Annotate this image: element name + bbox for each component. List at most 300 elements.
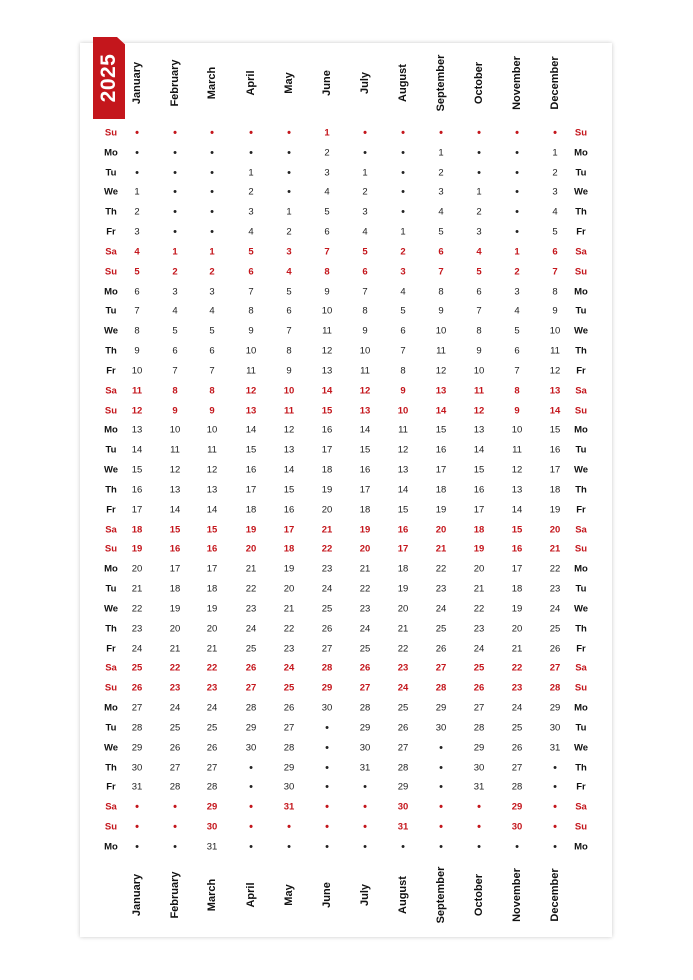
day-cell: 18 — [283, 543, 295, 555]
day-cell: 15 — [549, 424, 561, 436]
day-cell: 27 — [131, 702, 143, 714]
day-cell: 9 — [476, 345, 482, 357]
weekday-label-right: Sa — [575, 246, 587, 258]
day-cell: 24 — [435, 603, 447, 615]
day-cell: 28 — [169, 781, 181, 793]
day-cell: 5 — [514, 325, 520, 337]
day-cell: 1 — [514, 246, 520, 258]
day-cell: 17 — [397, 543, 409, 555]
day-cell: 5 — [362, 246, 368, 258]
day-cell: 22 — [397, 643, 409, 655]
day-cell: 5 — [324, 206, 330, 218]
month-header-bottom: September — [435, 866, 447, 924]
empty-day-marker: • — [439, 840, 443, 853]
month-header-bottom: October — [473, 873, 485, 917]
day-cell: 1 — [286, 206, 292, 218]
day-cell: 4 — [552, 206, 558, 218]
empty-day-marker: • — [477, 840, 481, 853]
day-cell: 19 — [321, 484, 333, 496]
day-cell: 17 — [321, 444, 333, 456]
day-cell: 22 — [473, 603, 485, 615]
month-header-top: November — [511, 56, 523, 110]
empty-day-marker: • — [210, 206, 214, 219]
day-cell: 11 — [131, 385, 143, 397]
day-cell: 11 — [170, 444, 180, 456]
day-cell: 24 — [511, 702, 523, 714]
day-cell: 26 — [206, 742, 218, 754]
month-header-top: June — [321, 70, 333, 96]
day-cell: 17 — [283, 524, 295, 536]
month-header-bottom: July — [359, 883, 371, 907]
day-cell: 9 — [248, 325, 254, 337]
day-cell: 10 — [283, 385, 295, 397]
day-cell: 23 — [206, 682, 218, 694]
day-cell: 3 — [324, 167, 330, 179]
day-cell: 26 — [435, 643, 447, 655]
weekday-label-right: Su — [574, 821, 588, 833]
weekday-label-left: Mo — [104, 147, 118, 159]
day-cell: 8 — [134, 325, 140, 337]
weekday-label-left: We — [103, 186, 119, 198]
weekday-label-right: Th — [575, 762, 587, 774]
day-cell: 18 — [169, 583, 181, 595]
empty-day-marker: • — [401, 127, 405, 139]
day-cell: 13 — [473, 424, 485, 436]
day-cell: 31 — [283, 801, 295, 813]
day-cell: 18 — [511, 583, 523, 595]
day-cell: 16 — [549, 444, 561, 456]
day-cell: 23 — [131, 623, 143, 635]
day-cell: 6 — [134, 286, 140, 298]
day-cell: 8 — [438, 286, 444, 298]
day-cell: 28 — [206, 781, 218, 793]
day-cell: 3 — [552, 186, 558, 198]
empty-day-marker: • — [173, 127, 177, 139]
day-cell: 29 — [245, 722, 257, 734]
day-cell: 7 — [514, 365, 520, 377]
month-header-bottom: June — [321, 882, 333, 908]
day-cell: 27 — [206, 762, 218, 774]
day-cell: 10 — [435, 325, 447, 337]
day-cell: 1 — [362, 167, 368, 179]
weekday-label-left: Su — [104, 405, 118, 417]
weekday-label-right: Fr — [576, 643, 586, 655]
day-cell: 17 — [359, 484, 371, 496]
day-cell: 3 — [438, 186, 444, 198]
day-cell: 21 — [435, 543, 447, 555]
empty-day-marker: • — [439, 801, 443, 814]
day-cell: 7 — [134, 305, 140, 317]
day-cell: 3 — [172, 286, 178, 298]
day-cell: 19 — [511, 603, 523, 615]
weekday-label-right: We — [573, 464, 589, 476]
day-cell: 18 — [321, 464, 333, 476]
year-label: 2025 — [97, 53, 120, 103]
weekday-label-left: Tu — [105, 444, 117, 456]
month-header-bottom: May — [283, 884, 295, 906]
day-cell: 15 — [435, 424, 447, 436]
day-cell: 15 — [169, 524, 181, 536]
day-cell: 4 — [248, 226, 254, 238]
weekday-label-left: Su — [104, 543, 118, 555]
day-cell: 10 — [511, 424, 523, 436]
empty-day-marker: • — [135, 146, 139, 159]
day-cell: 19 — [245, 524, 257, 536]
weekday-label-left: Fr — [106, 643, 116, 655]
empty-day-marker: • — [515, 166, 519, 179]
day-cell: 15 — [359, 444, 371, 456]
day-cell: 16 — [206, 543, 218, 555]
weekday-label-left: Th — [105, 484, 117, 496]
day-cell: 21 — [206, 643, 218, 655]
day-cell: 23 — [473, 623, 485, 635]
weekday-label-left: Tu — [105, 305, 117, 317]
empty-day-marker: • — [287, 821, 291, 834]
day-cell: 13 — [131, 424, 143, 436]
day-cell: 20 — [321, 504, 333, 516]
day-cell: 18 — [435, 484, 447, 496]
day-cell: 18 — [206, 583, 218, 595]
day-cell: 21 — [321, 524, 333, 536]
day-cell: 26 — [321, 623, 333, 635]
day-cell: 14 — [283, 464, 295, 476]
empty-day-marker: • — [401, 206, 405, 219]
weekday-label-right: Th — [575, 484, 587, 496]
day-cell: 6 — [248, 266, 254, 278]
day-cell: 16 — [359, 464, 371, 476]
day-cell: 24 — [359, 623, 371, 635]
weekday-label-right: Su — [574, 543, 588, 555]
day-cell: 11 — [360, 365, 370, 377]
weekday-label-left: Tu — [105, 583, 117, 595]
empty-day-marker: • — [363, 840, 367, 853]
day-cell: 21 — [131, 583, 143, 595]
day-cell: 7 — [362, 286, 368, 298]
empty-day-marker: • — [401, 166, 405, 179]
empty-day-marker: • — [553, 781, 557, 794]
day-cell: 23 — [435, 583, 447, 595]
day-cell: 7 — [172, 365, 178, 377]
day-cell: 19 — [283, 563, 295, 575]
day-cell: 16 — [511, 543, 523, 555]
day-cell: 16 — [397, 524, 409, 536]
month-header-top: December — [549, 56, 561, 110]
weekday-label-right: We — [573, 186, 589, 198]
empty-day-marker: • — [363, 821, 367, 834]
day-cell: 7 — [248, 286, 254, 298]
day-cell: 17 — [169, 563, 181, 575]
day-cell: 1 — [248, 167, 254, 179]
day-cell: 7 — [438, 266, 444, 278]
day-cell: 26 — [169, 742, 181, 754]
day-cell: 18 — [131, 524, 143, 536]
day-cell: 30 — [549, 722, 561, 734]
weekday-label-right: Tu — [575, 722, 587, 734]
day-cell: 22 — [169, 662, 181, 674]
day-cell: 15 — [397, 504, 409, 516]
day-cell: 21 — [245, 563, 257, 575]
day-cell: 2 — [552, 167, 558, 179]
day-cell: 29 — [206, 801, 218, 813]
weekday-label-right: Tu — [575, 583, 587, 595]
day-cell: 11 — [512, 444, 522, 456]
empty-day-marker: • — [249, 801, 253, 814]
day-cell: 30 — [473, 762, 485, 774]
day-cell: 22 — [283, 623, 295, 635]
day-cell: 22 — [321, 543, 333, 555]
day-cell: 14 — [131, 444, 143, 456]
day-cell: 10 — [169, 424, 181, 436]
day-cell: 20 — [435, 524, 447, 536]
day-cell: 8 — [286, 345, 292, 357]
month-header-bottom: March — [206, 878, 218, 912]
day-cell: 9 — [134, 345, 140, 357]
weekday-label-left: We — [103, 464, 119, 476]
day-cell: 2 — [514, 266, 520, 278]
empty-day-marker: • — [173, 206, 177, 219]
day-cell: 19 — [435, 504, 447, 516]
day-cell: 31 — [397, 821, 409, 833]
day-cell: 11 — [398, 424, 408, 436]
day-cell: 8 — [248, 305, 254, 317]
day-cell: 9 — [209, 405, 215, 417]
day-cell: 18 — [473, 524, 485, 536]
day-cell: 7 — [476, 305, 482, 317]
day-cell: 5 — [172, 325, 178, 337]
day-cell: 26 — [283, 702, 295, 714]
day-cell: 4 — [324, 186, 330, 198]
day-cell: 29 — [283, 762, 295, 774]
day-cell: 8 — [324, 266, 330, 278]
day-cell: 17 — [131, 504, 143, 516]
day-cell: 28 — [511, 781, 523, 793]
day-cell: 17 — [511, 563, 523, 575]
day-cell: 16 — [169, 543, 181, 555]
empty-day-marker: • — [439, 741, 443, 754]
day-cell: 5 — [286, 286, 292, 298]
day-cell: 15 — [245, 444, 257, 456]
day-cell: 27 — [397, 742, 409, 754]
day-cell: 15 — [511, 524, 523, 536]
day-cell: 14 — [549, 405, 561, 417]
empty-day-marker: • — [287, 127, 291, 139]
day-cell: 27 — [511, 762, 523, 774]
day-cell: 22 — [359, 583, 371, 595]
day-cell: 29 — [473, 742, 485, 754]
day-cell: 29 — [131, 742, 143, 754]
day-cell: 24 — [473, 643, 485, 655]
day-cell: 4 — [476, 246, 482, 258]
day-cell: 26 — [397, 722, 409, 734]
day-cell: 30 — [321, 702, 333, 714]
day-cell: 10 — [321, 305, 333, 317]
day-cell: 23 — [511, 682, 523, 694]
day-cell: 14 — [206, 504, 218, 516]
day-cell: 24 — [283, 662, 295, 674]
empty-day-marker: • — [515, 186, 519, 199]
empty-day-marker: • — [249, 761, 253, 774]
day-cell: 3 — [248, 206, 254, 218]
weekday-label-left: Sa — [105, 801, 117, 813]
weekday-label-left: Fr — [106, 226, 116, 238]
day-cell: 13 — [397, 464, 409, 476]
day-cell: 29 — [397, 781, 409, 793]
day-cell: 9 — [514, 405, 520, 417]
weekday-label-left: We — [103, 325, 119, 337]
day-cell: 9 — [552, 305, 558, 317]
day-cell: 28 — [435, 682, 447, 694]
day-cell: 28 — [397, 762, 409, 774]
empty-day-marker: • — [210, 166, 214, 179]
day-cell: 25 — [359, 643, 371, 655]
day-cell: 2 — [286, 226, 292, 238]
day-cell: 11 — [473, 385, 485, 397]
day-cell: 12 — [169, 464, 181, 476]
month-header-bottom: January — [131, 873, 143, 917]
empty-day-marker: • — [477, 801, 481, 814]
empty-day-marker: • — [515, 206, 519, 219]
day-cell: 3 — [476, 226, 482, 238]
day-cell: 12 — [321, 345, 333, 357]
empty-day-marker: • — [173, 801, 177, 814]
day-cell: 16 — [473, 484, 485, 496]
day-cell: 1 — [552, 147, 558, 159]
day-cell: 20 — [169, 623, 181, 635]
weekday-label-right: Sa — [575, 385, 587, 397]
day-cell: 4 — [514, 305, 520, 317]
day-cell: 31 — [206, 841, 218, 853]
day-cell: 16 — [435, 444, 447, 456]
day-cell: 2 — [438, 167, 444, 179]
day-cell: 23 — [359, 603, 371, 615]
day-cell: 22 — [245, 583, 257, 595]
weekday-label-right: We — [573, 603, 589, 615]
weekday-label-right: Mo — [574, 702, 588, 714]
weekday-label-right: Mo — [574, 841, 588, 853]
month-header-top: January — [131, 61, 143, 105]
day-cell: 30 — [435, 722, 447, 734]
day-cell: 20 — [131, 563, 143, 575]
day-cell: 4 — [172, 305, 178, 317]
day-cell: 30 — [359, 742, 371, 754]
day-cell: 9 — [438, 305, 444, 317]
day-cell: 27 — [435, 662, 447, 674]
day-cell: 20 — [549, 524, 561, 536]
weekday-label-left: Fr — [106, 781, 116, 793]
day-cell: 12 — [359, 385, 371, 397]
empty-day-marker: • — [401, 146, 405, 159]
day-cell: 17 — [206, 563, 218, 575]
empty-day-marker: • — [325, 840, 329, 853]
day-cell: 11 — [246, 365, 256, 377]
day-cell: 16 — [321, 424, 333, 436]
day-cell: 6 — [438, 246, 444, 258]
day-cell: 20 — [283, 583, 295, 595]
empty-day-marker: • — [135, 821, 139, 834]
empty-day-marker: • — [287, 840, 291, 853]
day-cell: 2 — [400, 246, 406, 258]
day-cell: 2 — [134, 206, 140, 218]
day-cell: 23 — [245, 603, 257, 615]
empty-day-marker: • — [287, 146, 291, 159]
month-header-top: April — [245, 70, 257, 96]
empty-day-marker: • — [477, 166, 481, 179]
weekday-label-left: Su — [104, 266, 118, 278]
calendar-sheet — [80, 43, 612, 937]
empty-day-marker: • — [325, 781, 329, 794]
weekday-label-right: Su — [574, 266, 588, 278]
day-cell: 31 — [549, 742, 561, 754]
day-cell: 23 — [397, 662, 409, 674]
day-cell: 9 — [172, 405, 178, 417]
day-cell: 30 — [245, 742, 257, 754]
day-cell: 1 — [134, 186, 140, 198]
day-cell: 10 — [245, 345, 257, 357]
weekday-label-right: Th — [575, 345, 587, 357]
day-cell: 9 — [400, 385, 406, 397]
day-cell: 6 — [400, 325, 406, 337]
day-cell: 22 — [131, 603, 143, 615]
day-cell: 17 — [473, 504, 485, 516]
day-cell: 6 — [514, 345, 520, 357]
day-cell: 21 — [359, 563, 371, 575]
empty-day-marker: • — [401, 840, 405, 853]
day-cell: 17 — [435, 464, 447, 476]
empty-day-marker: • — [553, 127, 557, 139]
day-cell: 19 — [131, 543, 143, 555]
empty-day-marker: • — [401, 186, 405, 199]
empty-day-marker: • — [249, 146, 253, 159]
day-cell: 4 — [362, 226, 368, 238]
day-cell: 11 — [322, 325, 332, 337]
weekday-label-right: Tu — [575, 167, 587, 179]
month-header-top: October — [473, 61, 485, 105]
day-cell: 4 — [209, 305, 215, 317]
month-header-bottom: April — [245, 882, 257, 908]
day-cell: 7 — [286, 325, 292, 337]
weekday-label-left: Sa — [105, 662, 117, 674]
day-cell: 18 — [245, 504, 257, 516]
day-cell: 19 — [359, 524, 371, 536]
weekday-label-right: Fr — [576, 226, 586, 238]
day-cell: 13 — [245, 405, 257, 417]
day-cell: 12 — [511, 464, 523, 476]
day-cell: 27 — [359, 682, 371, 694]
day-cell: 7 — [324, 246, 330, 258]
day-cell: 31 — [131, 781, 143, 793]
day-cell: 8 — [552, 286, 558, 298]
empty-day-marker: • — [477, 821, 481, 834]
day-cell: 12 — [397, 444, 409, 456]
day-cell: 13 — [321, 365, 333, 377]
day-cell: 13 — [359, 405, 371, 417]
day-cell: 4 — [134, 246, 140, 258]
empty-day-marker: • — [363, 781, 367, 794]
day-cell: 22 — [435, 563, 447, 575]
day-cell: 27 — [283, 722, 295, 734]
empty-day-marker: • — [325, 741, 329, 754]
month-header-top: February — [169, 59, 181, 107]
weekday-label-left: Su — [104, 682, 118, 694]
day-cell: 31 — [359, 762, 371, 774]
weekday-label-left: Mo — [104, 424, 118, 436]
month-header-top: July — [359, 71, 371, 95]
weekday-label-right: Sa — [575, 801, 587, 813]
day-cell: 28 — [245, 702, 257, 714]
day-cell: 21 — [511, 643, 523, 655]
day-cell: 12 — [206, 464, 218, 476]
day-cell: 23 — [549, 583, 561, 595]
